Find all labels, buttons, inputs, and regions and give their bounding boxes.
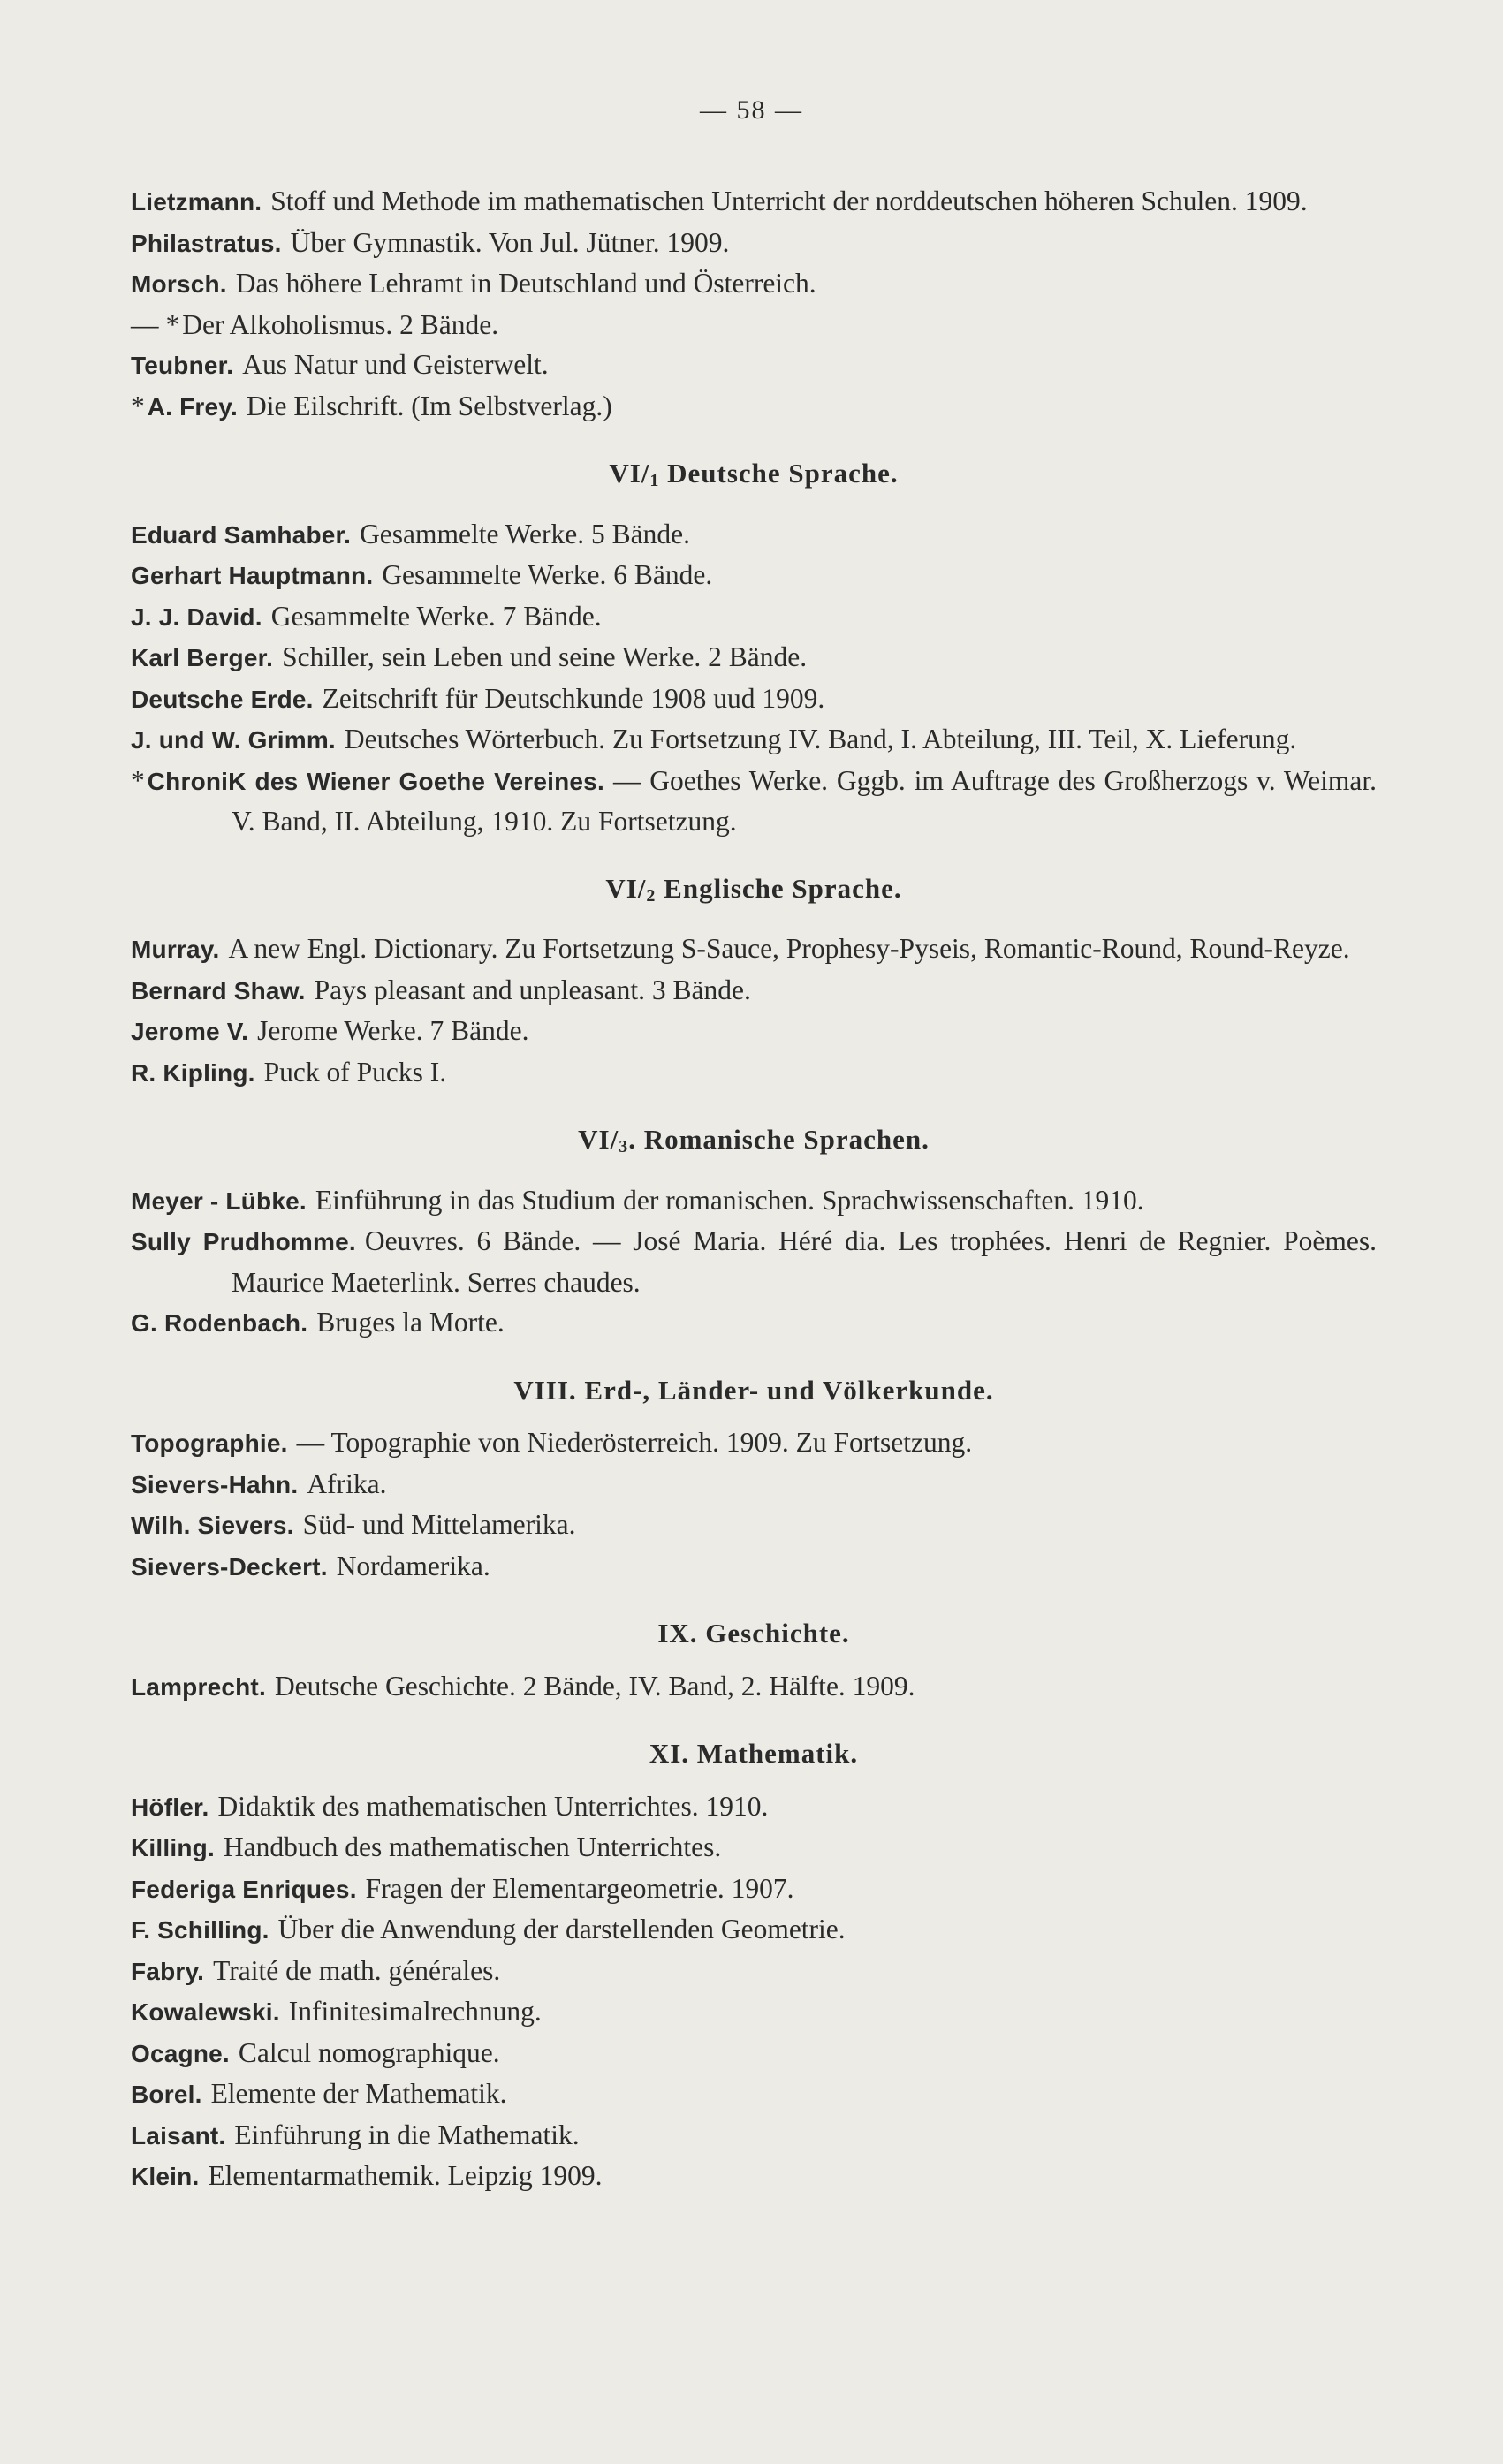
entry-text: Gesammelte Werke. 7 Bände. [270, 600, 602, 632]
list-item [131, 2156, 1377, 2197]
entry-text: Das höhere Lehramt in Deutschland und Österreich. [235, 268, 816, 299]
entry-text: Einführung in die Mathematik. [234, 2119, 580, 2150]
entry-author: Bernard Shaw. [131, 976, 306, 1005]
section-number: VI/ [609, 458, 650, 489]
entry-text: Nordamerika. [336, 1550, 490, 1581]
star-marker: * [131, 764, 145, 796]
entry-author: R. Kipling. [131, 1058, 255, 1087]
entry-text: A new Engl. Dictionary. Zu Fortsetzung S-Sauce, Prophesy-Pyseis, Romantic-Round, Round-Reyze. [228, 933, 1350, 964]
list-item [131, 1221, 1377, 1302]
section-heading: IX. Geschichte. [657, 1618, 850, 1649]
list-item [131, 1827, 1377, 1869]
section-list [131, 514, 1377, 842]
list-item [131, 970, 1377, 1012]
entry-author: Klein. [131, 2163, 200, 2190]
entry-author: Deutsche Erde. [131, 685, 314, 713]
entry-text: Handbuch des mathematischen Unterrichtes. [223, 1831, 722, 1862]
entry-author: Teubner. [131, 352, 234, 379]
entry-text: Schiller, sein Leben und seine Werke. 2 Bände. [282, 641, 808, 672]
section-list [131, 1666, 1377, 1708]
list-item [131, 1991, 1377, 2033]
section-list [131, 1422, 1377, 1587]
section-list [131, 929, 1377, 1093]
section-subscript: 1 [649, 471, 660, 490]
entry-text: — Topographie von Niederösterreich. 1909. Zu Fortsetzung. [296, 1427, 973, 1458]
entry-text: Gesammelte Werke. 5 Bände. [360, 518, 690, 550]
entry-author: Kowalewski. [131, 1998, 280, 2026]
entry-author: Lietzmann. [131, 188, 262, 216]
entry-text: Didaktik des mathematischen Unterrichtes. 1910. [217, 1790, 769, 1822]
section-list [131, 1786, 1377, 2197]
list-item [131, 263, 1377, 305]
entry-text: Einführung in das Studium der romanischen. Sprachwissenschaften. 1910. [315, 1184, 1144, 1216]
block-misc [131, 181, 1377, 427]
list-item [131, 2074, 1377, 2115]
list-item [131, 1546, 1377, 1588]
list-item [131, 1464, 1377, 1505]
entry-author: Sievers-Hahn. [131, 1470, 299, 1498]
section-heading: VIII. Erd-, Länder- und Völkerkunde. [513, 1374, 994, 1406]
entry-author: Borel. [131, 2081, 202, 2108]
entry-author: Wilh. Sievers. [131, 1512, 294, 1539]
entry-text: Über Gymnastik. Von Jul. Jütner. 1909. [290, 226, 730, 258]
list-item [131, 1951, 1377, 1992]
entry-author: Topographie. [131, 1429, 288, 1457]
entry-author: Laisant. [131, 2121, 226, 2149]
entry-author: J. und W. Grimm. [131, 726, 336, 754]
entry-text: Aus Natur und Geisterwelt. [242, 349, 549, 380]
entry-author: Lamprecht. [131, 1672, 266, 1701]
section-list [131, 1180, 1377, 1344]
section-heading [131, 1119, 1377, 1168]
section-title: Deutsche Sprache. [667, 458, 899, 489]
entry-text: Traité de math. générales. [213, 1954, 501, 1986]
section-number: VI/ [605, 872, 647, 904]
entry-author: Gerhart Hauptmann. [131, 562, 374, 589]
section-heading: XI. Mathematik. [649, 1738, 859, 1769]
entry-author: A. Frey. [147, 392, 238, 421]
entry-text: Über die Anwendung der darstellenden Geometrie. [277, 1914, 846, 1945]
entry-author: F. Schilling. [131, 1916, 269, 1944]
list-item [131, 181, 1377, 223]
entry-author: Killing. [131, 1834, 215, 1861]
entry-author: Murray. [131, 936, 220, 963]
entry-author: Morsch. [131, 270, 227, 298]
entry-author: Sievers-Deckert. [131, 1552, 328, 1581]
list-item [131, 305, 1377, 345]
page-number: — 58 — [700, 95, 803, 125]
entry-author: Philastratus. [131, 229, 282, 257]
entry-author: Eduard Samhaber. [131, 520, 352, 549]
entry-text: Die Eilschrift. (Im Selbstverlag.) [246, 390, 612, 421]
list-item [131, 514, 1377, 556]
list-item [131, 555, 1377, 596]
list-item [131, 637, 1377, 679]
entry-author: Meyer - Lübke. [131, 1187, 307, 1215]
star-marker: * [131, 390, 145, 421]
list-item [131, 719, 1377, 761]
entry-text: — Goethes Werke. Gggb. im Auftrage des Großherzogs v. Weimar. V. Band, II. Abteilung, 1910. Zu Fortsetzung. [232, 764, 1377, 837]
list-item [131, 1180, 1377, 1222]
section-title: . Romanische Sprachen. [628, 1124, 930, 1155]
list-item [131, 1422, 1377, 1464]
star-marker: * [165, 308, 180, 340]
section-number: VI/ [578, 1124, 619, 1155]
list-item [131, 596, 1377, 638]
ditto-dash: — [131, 308, 159, 340]
entry-author: Höfler. [131, 1793, 209, 1821]
entry-author: ChroniK des Wiener Goethe Vereines. [147, 767, 604, 795]
section-subscript: 2 [646, 885, 657, 906]
entry-text: Elementarmathemik. Leipzig 1909. [208, 2160, 603, 2191]
list-item [131, 679, 1377, 720]
entry-author: G. Rodenbach. [131, 1309, 308, 1337]
list-item [131, 223, 1377, 264]
entry-text: Calcul nomographique. [238, 2036, 500, 2068]
list-item [131, 1869, 1377, 1910]
entry-author: Fabry. [131, 1957, 205, 1985]
list-item [131, 1052, 1377, 1094]
entry-author: Karl Berger. [131, 644, 274, 671]
list-item [131, 1666, 1377, 1708]
entry-text: Jerome Werke. 7 Bände. [257, 1015, 529, 1046]
entry-text: Bruges la Morte. [316, 1307, 505, 1338]
entry-text: Elemente der Mathematik. [210, 2078, 507, 2109]
entry-text: Zeitschrift für Deutschkunde 1908 uud 1909. [322, 682, 825, 714]
entry-text: Gesammelte Werke. 6 Bände. [382, 559, 713, 590]
list-item [131, 345, 1377, 386]
entry-text: Pays pleasant and unpleasant. 3 Bände. [314, 974, 751, 1005]
section-subscript: 3 [619, 1137, 629, 1156]
entry-text: Oeuvres. 6 Bände. — José Maria. Héré dia. Les trophées. Henri de Regnier. Poèmes. Maurice Maeterlink. Serres chaudes. [232, 1225, 1377, 1298]
list-item [131, 1505, 1377, 1546]
list-item [131, 929, 1377, 970]
entry-text: Fragen der Elementargeometrie. 1907. [365, 1872, 794, 1904]
list-item [131, 1909, 1377, 1951]
section-title: Englische Sprache. [664, 872, 902, 904]
list-item [131, 2033, 1377, 2074]
entry-text: Puck of Pucks I. [263, 1056, 447, 1088]
entry-author: Ocagne. [131, 2039, 230, 2067]
section-heading [131, 453, 1377, 502]
entry-text: Deutsches Wörterbuch. Zu Fortsetzung IV. Band, I. Abteilung, III. Teil, X. Lieferung. [344, 724, 1297, 754]
entry-author: Sully Prudhomme. [131, 1228, 356, 1255]
list-item [131, 761, 1377, 842]
section-heading [131, 868, 1377, 917]
entry-author: Federiga Enriques. [131, 1875, 357, 1903]
entry-text: Deutsche Geschichte. 2 Bände, IV. Band, 2. Hälfte. 1909. [274, 1670, 915, 1702]
entry-text: Stoff und Methode im mathematischen Unterricht der norddeutschen höheren Schulen. 1909. [270, 186, 1308, 216]
entry-text: Süd- und Mittelamerika. [302, 1509, 576, 1540]
list-item [131, 386, 1377, 428]
entry-author: J. J. David. [131, 603, 262, 631]
list-item [131, 1011, 1377, 1052]
list-item [131, 1302, 1377, 1344]
entry-author: Jerome V. [131, 1018, 249, 1045]
entry-text: Der Alkoholismus. 2 Bände. [182, 308, 499, 340]
list-item [131, 2115, 1377, 2157]
entry-text: Afrika. [307, 1467, 387, 1499]
list-item [131, 1786, 1377, 1828]
entry-text: Infinitesimalrechnung. [288, 1996, 542, 2027]
page-content [131, 181, 1377, 2197]
